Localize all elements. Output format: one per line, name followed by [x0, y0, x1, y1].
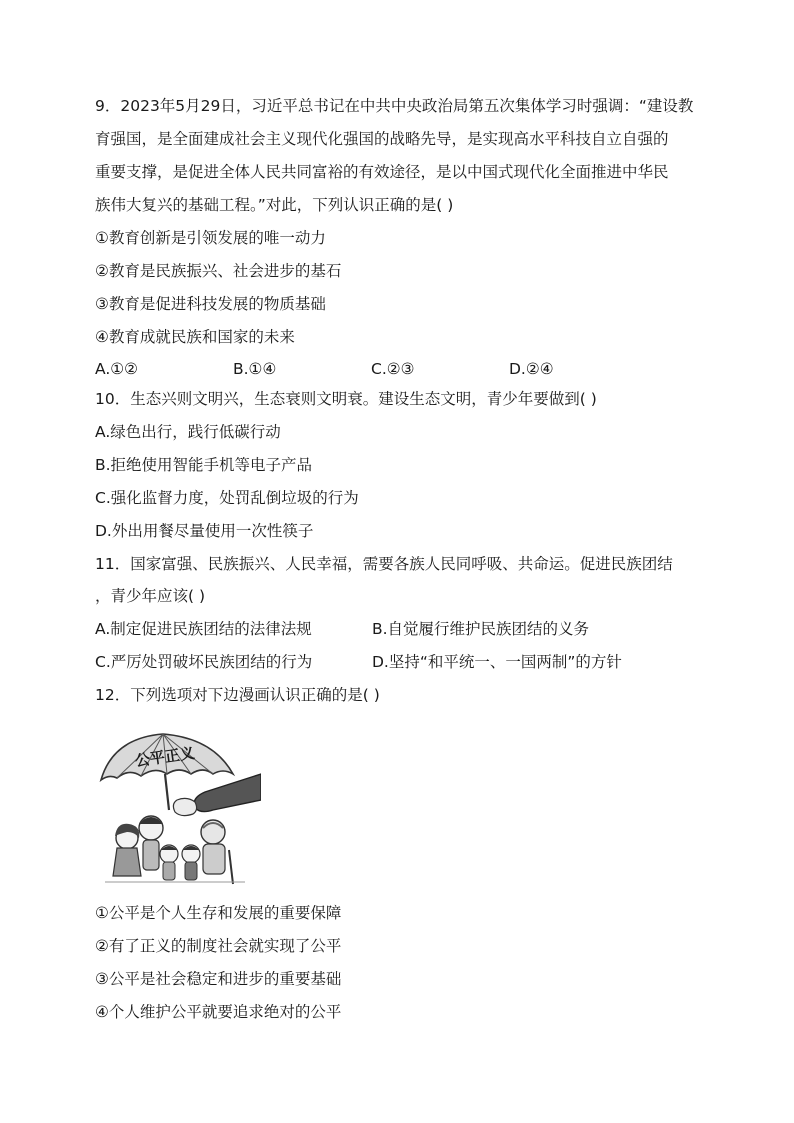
- q11-stem-line-1: 11．国家富强、民族振兴、人民幸福，需要各族人民同呼吸、共命运。促进民族团结: [95, 555, 673, 573]
- q12-stem: 12．下列选项对下边漫画认识正确的是( ): [95, 686, 380, 704]
- q11-options-row-2: [95, 651, 705, 673]
- q9-stem-line-2: 育强国，是全面建成社会主义现代化强国的战略先导，是实现高水平科技自立自强的: [95, 130, 669, 148]
- q9-statement-2: ②教育是民族振兴、社会进步的基石: [95, 262, 342, 280]
- q11-option-d[interactable]: D.坚持“和平统一、一国两制”的方针: [372, 653, 622, 671]
- q11-stem-line-2: ，青少年应该( ): [95, 587, 206, 605]
- q11-option-a[interactable]: A.制定促进民族团结的法律法规: [95, 620, 312, 638]
- q10-option-c[interactable]: C.强化监督力度，处罚乱倒垃圾的行为: [95, 489, 359, 507]
- q12-statement-3: ③公平是社会稳定和进步的重要基础: [95, 970, 342, 988]
- q9-statement-4: ④教育成就民族和国家的未来: [95, 328, 295, 346]
- q11-options-row-1: [95, 618, 705, 640]
- q9-option-a[interactable]: A.①②: [95, 360, 139, 378]
- q9-stem-line-3: 重要支撑，是促进全体人民共同富裕的有效途径，是以中国式现代化全面推进中华民: [95, 163, 669, 181]
- q9-options: [95, 358, 705, 380]
- hand-icon: [173, 798, 196, 815]
- q9-statement-3: ③教育是促进科技发展的物质基础: [95, 295, 326, 313]
- q9-stem-line-1: 9．2023年5月29日，习近平总书记在中共中央政治局第五次集体学习时强调：“建设教: [95, 97, 694, 115]
- q10-option-b[interactable]: B.拒绝使用智能手机等电子产品: [95, 456, 313, 474]
- justice-umbrella-cartoon: [95, 728, 261, 888]
- q10-option-a[interactable]: A.绿色出行，践行低碳行动: [95, 423, 281, 441]
- q10-stem: 10．生态兴则文明兴，生态衰则文明衰。建设生态文明，青少年要做到( ): [95, 390, 597, 408]
- umbrella-text: 公平正义: [133, 743, 196, 771]
- q9-stem-line-4: 族伟大复兴的基础工程。”对此，下列认识正确的是( ): [95, 196, 454, 214]
- q12-statement-2: ②有了正义的制度社会就实现了公平: [95, 937, 342, 955]
- q11-option-c[interactable]: C.严厉处罚破坏民族团结的行为: [95, 653, 313, 671]
- q9-option-b[interactable]: B.①④: [233, 360, 277, 378]
- q10-option-d[interactable]: D.外出用餐尽量使用一次性筷子: [95, 522, 314, 540]
- q9-option-c[interactable]: C.②③: [371, 360, 415, 378]
- q9-option-d[interactable]: D.②④: [509, 360, 554, 378]
- q9-statement-1: ①教育创新是引领发展的唯一动力: [95, 229, 326, 247]
- q12-statement-4: ④个人维护公平就要追求绝对的公平: [95, 1003, 342, 1021]
- q12-statement-1: ①公平是个人生存和发展的重要保障: [95, 904, 342, 922]
- q11-option-b[interactable]: B.自觉履行维护民族团结的义务: [372, 620, 590, 638]
